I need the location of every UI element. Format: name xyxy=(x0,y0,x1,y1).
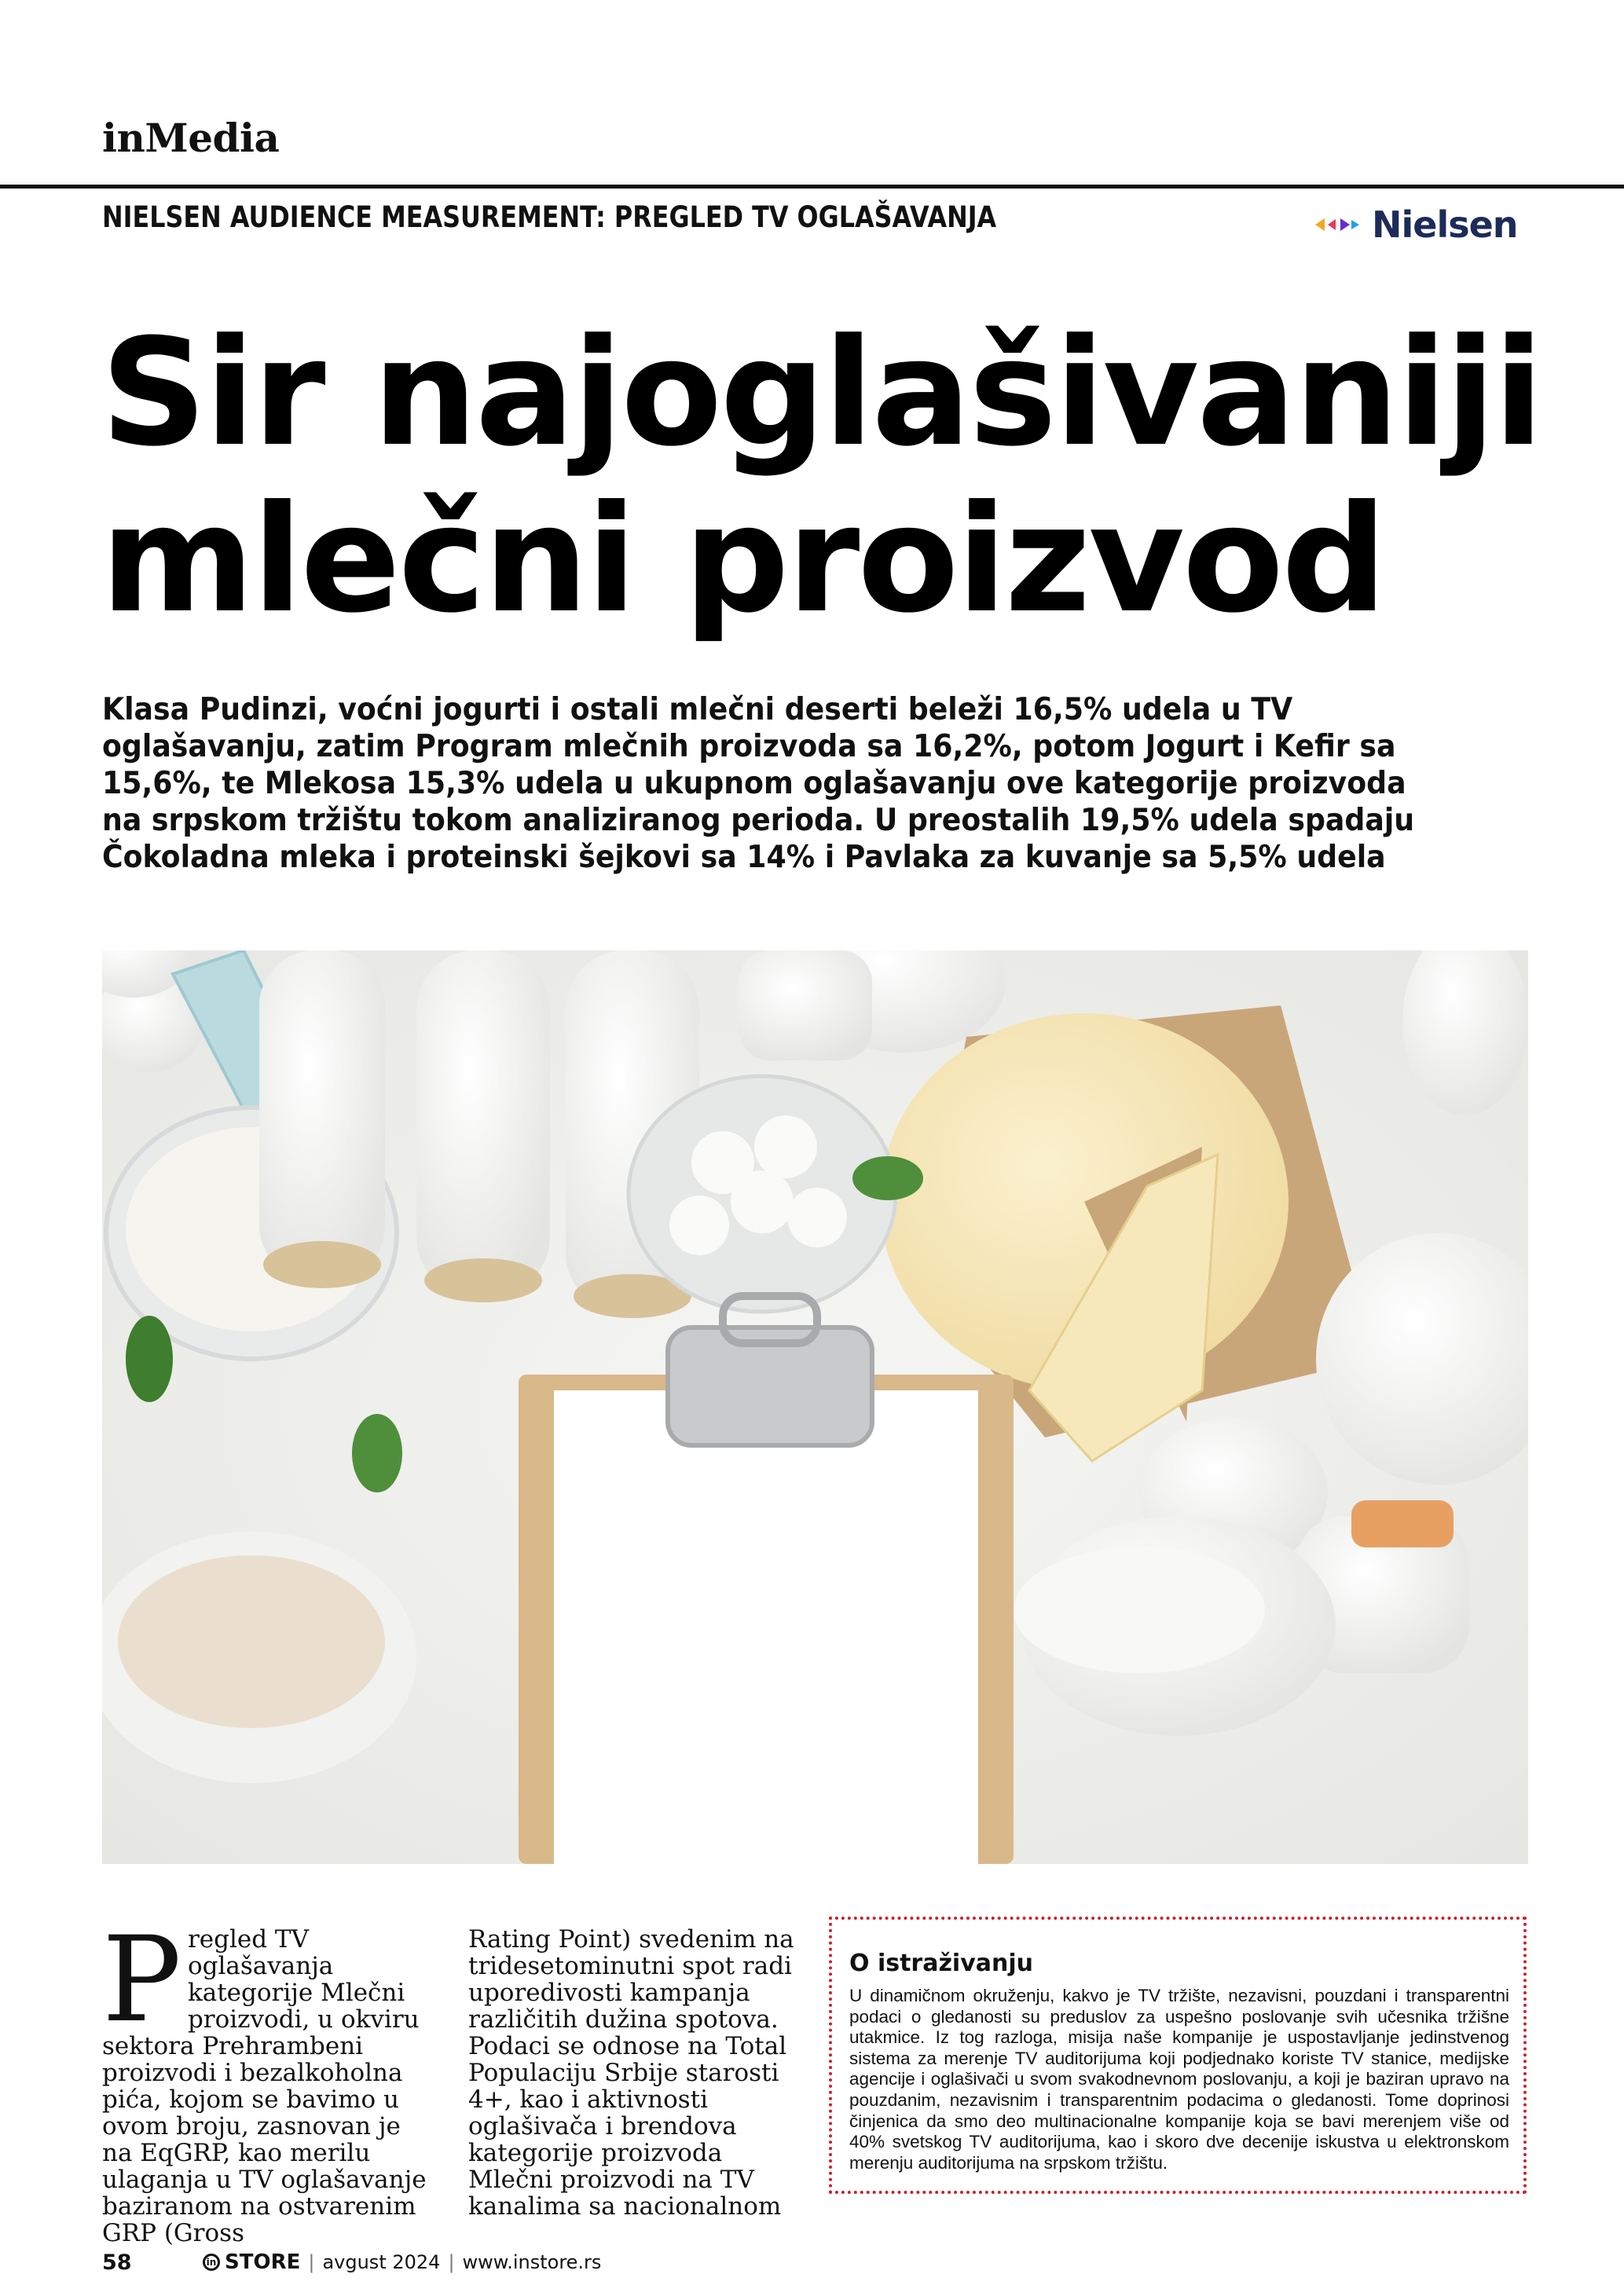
drop-cap: P xyxy=(102,1912,181,2049)
headline xyxy=(101,307,1578,646)
article-kicker: NIELSEN AUDIENCE MEASUREMENT: PREGLED TV OGLAŠAVANJA xyxy=(102,200,997,234)
footer-separator: | xyxy=(308,2251,315,2273)
footer-website[interactable]: www.instore.rs xyxy=(462,2251,602,2273)
footer-info xyxy=(203,2250,601,2274)
article-column-1 xyxy=(102,1912,432,2247)
nielsen-arrows-icon xyxy=(1312,209,1364,240)
headline-line-2: mlečni proizvod xyxy=(101,474,1385,646)
lead-paragraph: Klasa Pudinzi, voćni jogurti i ostali mlečni deserti beleži 16,5% udela u TV oglašavanju, zatim Program mlečnih proizvoda sa 16,2%, potom Jogurt i Kefir sa 15,6%, te Mlekosa 15,3% udela u ukupnom oglašavanju ove kategorije proizvoda na srpskom tržištu tokom analiziranog perioda. U preostalih 19,5% udela spadaju Čokoladna mleka i proteinski šejkovi sa 14% i Pavlaka za kuvanje sa 5,5% udela xyxy=(102,692,1415,875)
page-number: 58 xyxy=(102,2250,132,2275)
footer-issue: avgust 2024 xyxy=(322,2251,441,2273)
nielsen-wordmark: Nielsen xyxy=(1372,203,1518,246)
footer-separator: | xyxy=(448,2251,455,2273)
dairy-products-photo xyxy=(102,950,1528,1864)
research-infobox xyxy=(829,1917,1527,2194)
footer-brand: STORE xyxy=(225,2250,301,2274)
header-rule xyxy=(0,185,1624,189)
nielsen-logo xyxy=(1312,200,1532,249)
article-column-2: Rating Point) svedenim na tridesetominutni spot radi uporedivosti kampanja različitih dužina spotova. Podaci se odnose na Total Populaciju Srbije starosti 4+, kao i aktivnosti oglašivača i brendova kategorije proizvoda Mlečni proizvodi na TV kanalima sa nacionalnom xyxy=(468,1925,794,2221)
section-title: inMedia xyxy=(102,115,280,161)
headline-line-1: Sir najoglašivaniji xyxy=(101,307,1542,479)
instore-logo-icon: in xyxy=(203,2254,220,2271)
infobox-title: O istraživanju xyxy=(849,1950,1034,1977)
article-column-1-text: regled TV oglašavanja kategorije Mlečni proizvodi, u okviru sektora Prehrambeni proizvodi i bezalkoholna pića, kojom se bavimo u ovom broju, zasnovan je na EqGRP, kao merilu ulaganja u TV oglašavanje baziranom na ostvarenim GRP (Gross xyxy=(102,1925,427,2247)
infobox-text: U dinamičnom okruženju, kakvo je TV tržište, nezavisni, pouzdani i transparentni podaci o gledanosti su preduslov za uspešno poslovanje svih učesnika tržišne utakmice. Iz tog razloga, misija naše kompanije je uspostavljanje jedinstvenog sistema za merenje TV auditorijuma koji podjednako koriste TV stanice, medijske agencije i oglašivači u svom svakodnevnom poslovanju, a koji je baziran upravo na pouzdanim, nezavisnim i transparentnim podacima o gledanosti. Tome doprinosi činjenica da smo deo multinacionalne kompanije koja se bavi merenjem više od 40% svetskog TV auditorijuma, kao i skoro dve decenije iskustva u elektronskom merenju auditorijuma na srpskom tržištu. xyxy=(849,1986,1509,2173)
